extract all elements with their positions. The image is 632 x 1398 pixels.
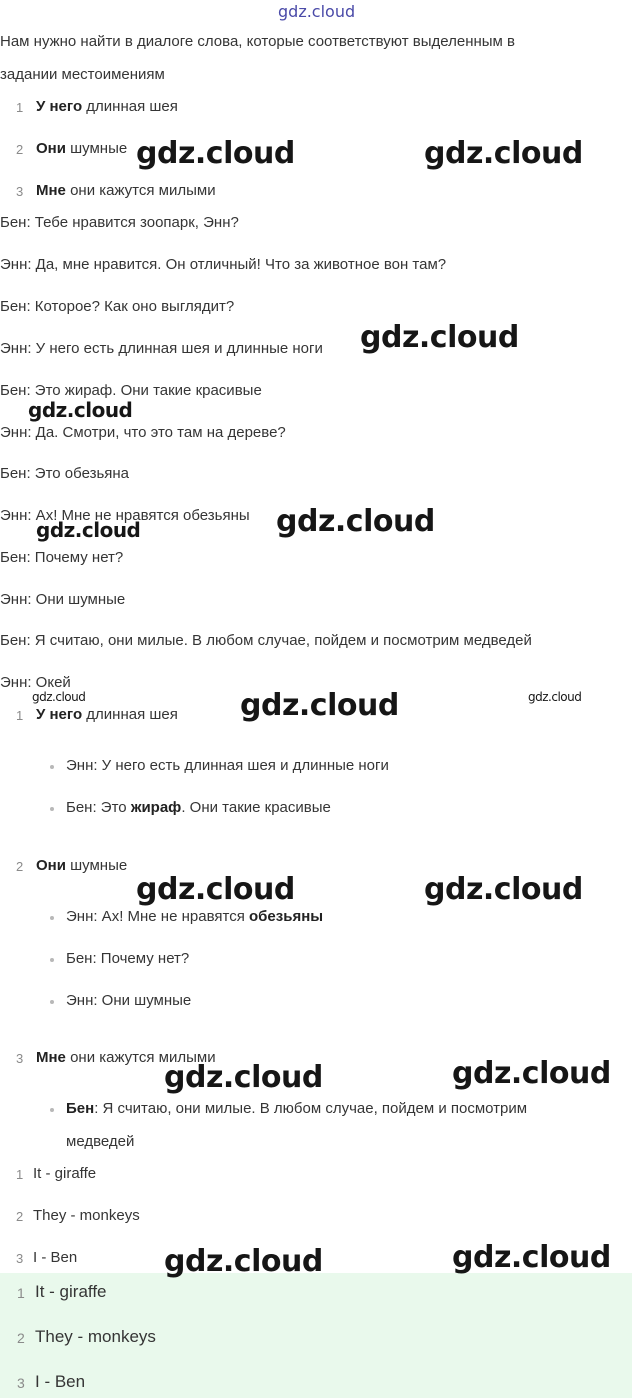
final-answer-text: I - Ben	[35, 1372, 86, 1391]
task-item-number: 3	[16, 184, 24, 199]
dialogue-line: Бен: Которое? Как оно выглядит?	[0, 298, 235, 315]
answer-number: 2	[16, 1209, 24, 1224]
analysis-bullet	[66, 1100, 527, 1117]
task-pronoun: Они	[36, 140, 66, 157]
watermark: gdz.cloud	[452, 1240, 611, 1275]
watermark: gdz.cloud	[32, 690, 86, 704]
task-item-number: 1	[16, 100, 24, 115]
bullet-text: Бен: Это	[66, 799, 131, 816]
task-item	[36, 98, 178, 115]
dialogue-line: Энн: Да, мне нравится. Он отличный! Что за животное вон там?	[0, 256, 447, 273]
bullet-text-post: . Они такие красивые	[181, 799, 331, 816]
watermark: gdz.cloud	[528, 690, 582, 704]
watermark: gdz.cloud	[164, 1244, 323, 1279]
bullet-text: Энн: Ах! Мне не нравятся	[66, 908, 249, 925]
watermark: gdz.cloud	[240, 688, 399, 723]
intro-line-2: задании местоимениям	[0, 66, 165, 83]
analysis-number: 2	[16, 859, 24, 874]
analysis-heading	[36, 857, 127, 874]
answer-number: 1	[16, 1167, 24, 1182]
dialogue-line: Бен: Тебе нравится зоопарк, Энн?	[0, 214, 239, 231]
analysis-rest: они кажутся милыми	[65, 1049, 216, 1066]
dialogue-line: Энн: У него есть длинная шея и длинные ноги	[0, 340, 323, 357]
dialogue-line: Бен: Я считаю, они милые. В любом случае, пойдем и посмотрим медведей	[0, 632, 532, 649]
final-answer-number: 2	[17, 1330, 25, 1346]
analysis-pronoun: У него	[36, 706, 83, 723]
task-pronoun: У него	[36, 98, 83, 115]
final-answer-box	[0, 1273, 632, 1398]
final-answer-text: They - monkeys	[35, 1327, 156, 1346]
analysis-number: 1	[16, 708, 24, 723]
task-pronoun: Мне	[36, 182, 66, 199]
watermark: gdz.cloud	[36, 518, 141, 542]
watermark: gdz.cloud	[424, 872, 583, 907]
watermark: gdz.cloud	[164, 1060, 323, 1095]
analysis-bullet: Бен: Почему нет?	[66, 950, 190, 967]
dialogue-line: Энн: Окей	[0, 674, 71, 691]
dialogue-line: Энн: Они шумные	[0, 591, 126, 608]
analysis-bullet-continuation: медведей	[66, 1133, 135, 1150]
final-answer-number: 3	[17, 1375, 25, 1391]
final-answer-text: It - giraffe	[35, 1282, 107, 1301]
watermark: gdz.cloud	[28, 398, 133, 422]
analysis-rest: длинная шея	[82, 706, 178, 723]
watermark: gdz.cloud	[452, 1056, 611, 1091]
task-item-number: 2	[16, 142, 24, 157]
answer-text: They - monkeys	[33, 1207, 140, 1224]
bullet-dot	[50, 765, 54, 769]
dialogue-line: Энн: Да. Смотри, что это там на дереве?	[0, 424, 286, 441]
task-item	[36, 140, 127, 157]
dialogue-line: Бен: Это обезьяна	[0, 465, 130, 482]
watermark: gdz.cloud	[136, 136, 295, 171]
bullet-dot	[50, 1000, 54, 1004]
final-answer-number: 1	[17, 1285, 25, 1301]
task-rest: длинная шея	[82, 98, 178, 115]
site-logo: gdz.cloud	[278, 2, 356, 21]
answer-text: It - giraffe	[33, 1165, 97, 1182]
task-item	[36, 182, 216, 199]
bullet-dot	[50, 916, 54, 920]
analysis-bullet	[66, 908, 323, 925]
bullet-bold: Бен	[66, 1100, 95, 1117]
analysis-rest: шумные	[65, 857, 128, 874]
analysis-pronoun: Мне	[36, 1049, 66, 1066]
analysis-number: 3	[16, 1051, 24, 1066]
bullet-bold: жираф	[130, 799, 182, 816]
bullet-dot	[50, 958, 54, 962]
dialogue-line: Бен: Почему нет?	[0, 549, 124, 566]
task-rest: они кажутся милыми	[65, 182, 216, 199]
analysis-heading	[36, 706, 178, 723]
intro-line-1: Нам нужно найти в диалоге слова, которые соответствуют выделенным в	[0, 33, 515, 50]
dialogue-line: Энн: Ах! Мне не нравятся обезьяны	[0, 507, 250, 524]
watermark: gdz.cloud	[276, 504, 435, 539]
watermark: gdz.cloud	[360, 320, 519, 355]
analysis-bullet	[66, 799, 331, 816]
analysis-pronoun: Они	[36, 857, 66, 874]
dialogue-line: Бен: Это жираф. Они такие красивые	[0, 382, 262, 399]
answer-text: I - Ben	[33, 1249, 78, 1266]
bullet-text: : Я считаю, они милые. В любом случае, пойдем и посмотрим	[94, 1100, 528, 1117]
bullet-bold: обезьяны	[249, 908, 324, 925]
bullet-dot	[50, 1108, 54, 1112]
answer-number: 3	[16, 1251, 24, 1266]
task-rest: шумные	[65, 140, 128, 157]
bullet-dot	[50, 807, 54, 811]
analysis-bullet: Энн: Они шумные	[66, 992, 192, 1009]
analysis-bullet	[66, 757, 389, 774]
watermark: gdz.cloud	[136, 872, 295, 907]
watermark: gdz.cloud	[424, 136, 583, 171]
bullet-text: Энн: У него есть длинная шея и длинные ноги	[66, 757, 389, 774]
